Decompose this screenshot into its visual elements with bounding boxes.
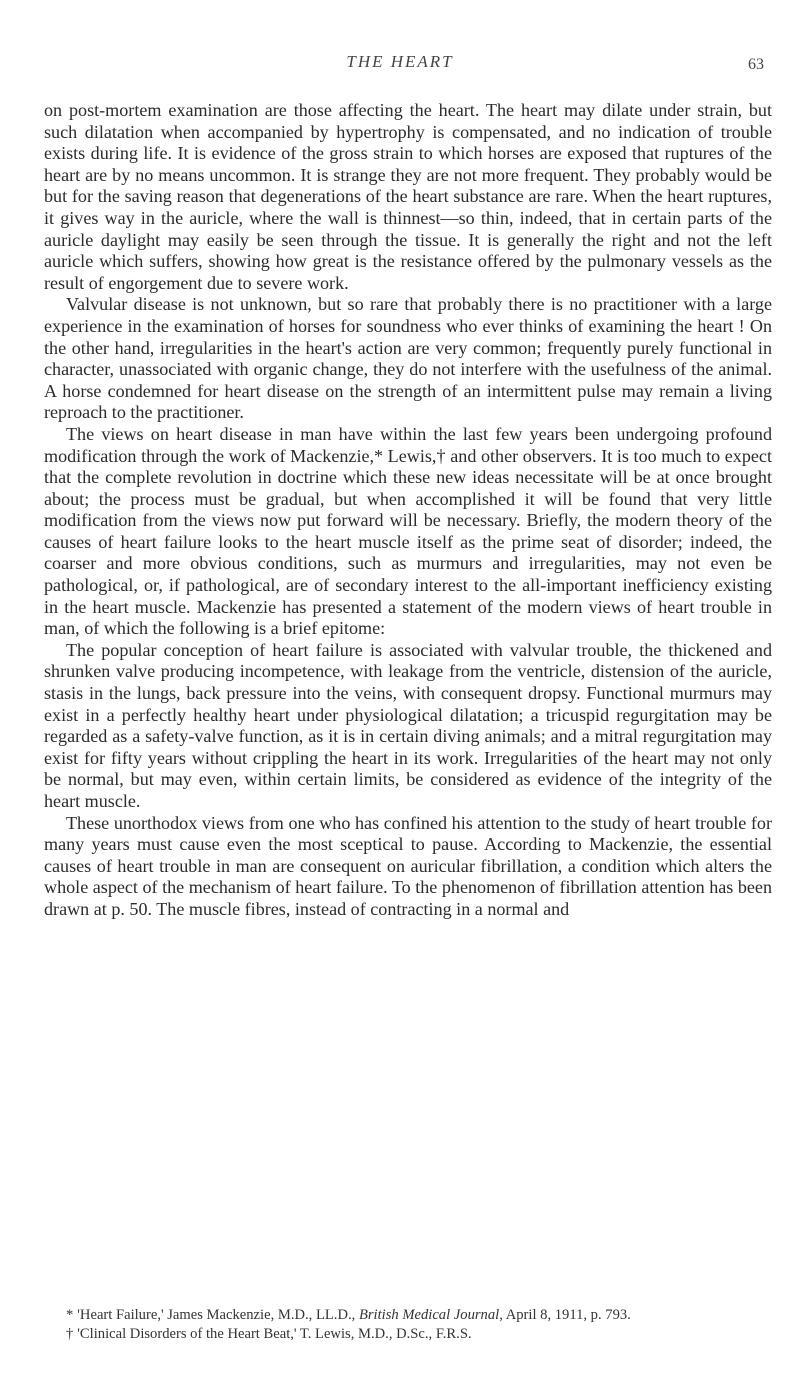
body-text	[44, 100, 772, 921]
footnote-mark: †	[66, 1326, 74, 1342]
paragraph: on post-mortem examination are those affecting the heart. The heart may dilate under strain, but such dilatation when accompanied by hypertrophy is compensated, and no indication of trouble exists during life. It is evidence of the gross strain to which horses are exposed that ruptures of the heart are by no means uncommon. It is strange they are not more frequent. They probably would be but for the saving reason that degenerations of the heart substance are rare. When the heart ruptures, it gives way in the auricle, where the wall is thinnest—so thin, indeed, that in certain parts of the auricle daylight may easily be seen through the tissue. It is generally the right and not the left auricle which suffers, showing how great is the resistance offered by the pulmonary vessels as the result of engorgement due to severe work.	[44, 100, 772, 293]
footnote-text: 'Clinical Disorders of the Heart Beat,' T. Lewis, M.D., D.Sc., F.R.S.	[77, 1326, 472, 1342]
footnote-mark: *	[66, 1307, 74, 1323]
page-header	[0, 52, 800, 82]
footnotes	[44, 1306, 772, 1344]
paragraph: The views on heart disease in man have within the last few years been undergoing profound modification through the work of Mackenzie,* Lewis,† and other observers. It is too much to expect that the complete revolution in doctrine which these new ideas necessitate will be at once brought about; the process must be gradual, but when accomplished it will be found that very little modification from the views now put forward will be necessary. Briefly, the modern theory of the causes of heart failure looks to the heart muscle itself as the prime seat of disorder; indeed, the coarser and more obvious conditions, such as murmurs and irregularities, may not even be pathological, or, if pathological, are of secondary interest to the all-important inefficiency existing in the heart muscle. Mackenzie has presented a statement of the modern views of heart trouble in man, of which the following is a brief epitome:	[44, 423, 772, 639]
footnote	[44, 1306, 772, 1325]
paragraph: These unorthodox views from one who has confined his attention to the study of heart trouble for many years must cause even the most sceptical to pause. According to Mackenzie, the essential causes of heart trouble in man are consequent on auricular fibrillation, a condition which alters the whole aspect of the mechanism of heart failure. To the phenomenon of fibrillation attention has been drawn at p. 50. The muscle fibres, instead of contracting in a normal and	[44, 812, 772, 919]
running-title: THE HEART	[346, 52, 454, 71]
paragraph: Valvular disease is not unknown, but so rare that probably there is no practitioner with a large experience in the examination of horses for soundness who ever thinks of examining the heart ! On the other hand, irregularities in the heart's action are very common; frequently purely functional in character, unassociated with organic change, they do not interfere with the usefulness of the animal. A horse condemned for heart disease on the strength of an intermittent pulse may remain a living reproach to the practitioner.	[44, 294, 772, 423]
page-number: 63	[748, 56, 764, 73]
footnote-text-end: , April 8, 1911, p. 793.	[499, 1307, 631, 1323]
footnote	[44, 1325, 772, 1344]
footnote-journal: British Medical Journal	[358, 1307, 500, 1323]
footnote-text: 'Heart Failure,' James Mackenzie, M.D., LL.D.,	[77, 1307, 359, 1323]
paragraph: The popular conception of heart failure is associated with valvular trouble, the thickened and shrunken valve producing incompetence, with leakage from the ventricle, distension of the auricle, stasis in the lungs, back pressure into the veins, with consequent dropsy. Functional murmurs may exist in a perfectly healthy heart under physiological dilatation; a tricuspid regurgitation may be regarded as a safety-valve function, as it is in certain diving animals; and a mitral regurgitation may exist for fifty years without crippling the heart in its work. Irregularities of the heart may not only be normal, but may even, within certain limits, be considered as evidence of the integrity of the heart muscle.	[44, 639, 772, 811]
